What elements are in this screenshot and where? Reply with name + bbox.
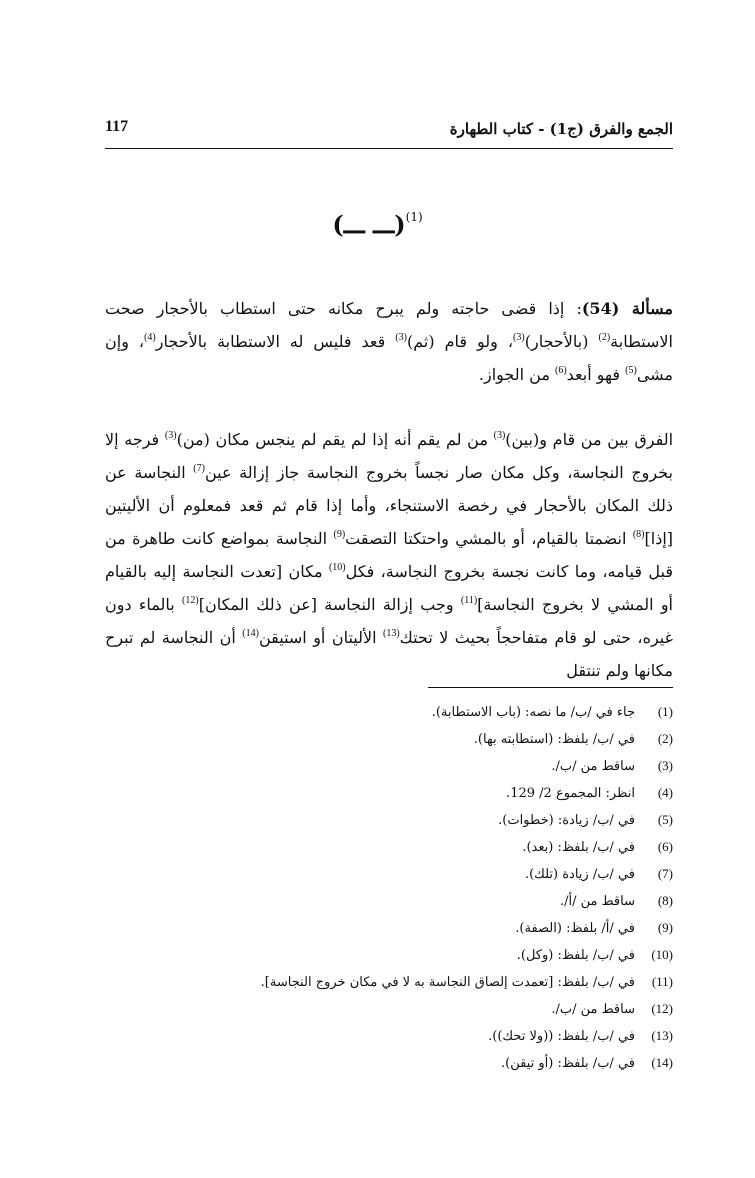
footnote-ref: (12) bbox=[182, 595, 199, 606]
footnote-text: في /ب/ بلفظ: (بعد). bbox=[522, 840, 635, 855]
issue-label: مسألة (54) bbox=[581, 299, 673, 318]
text-run: من لم يقم أنه إذا لم يقم لم ينجس مكان (من) bbox=[176, 430, 494, 449]
text-run: من الجواز. bbox=[478, 365, 555, 384]
footnote-ref: (1) bbox=[405, 210, 423, 224]
text-run: بالأحجار bbox=[155, 332, 208, 351]
footnote-text: في /ب/ بلفظ: (أو تيقن). bbox=[501, 1056, 635, 1071]
footnote-text: في /ب/ زيادة (تلك). bbox=[524, 867, 635, 882]
footnote-item bbox=[105, 833, 673, 860]
text-run: وجب إزالة النجاسة [عن ذلك المكان] bbox=[198, 595, 461, 614]
footnote-number: (13) bbox=[651, 1028, 673, 1043]
footnote-number: (10) bbox=[651, 947, 673, 962]
page-number: 117 bbox=[105, 118, 129, 135]
footnote-ref: (14) bbox=[242, 628, 259, 639]
footnote-ref: (11) bbox=[460, 595, 478, 606]
text-run: الفرق بين من قام و(بين) bbox=[505, 430, 674, 449]
footnote-text: ساقط من /ب/. bbox=[551, 759, 635, 774]
footnote-text: في /ب/ بلفظ: (وكل). bbox=[516, 948, 635, 963]
footnote-text: في /ب/ زيادة: (خطوات). bbox=[498, 813, 635, 828]
footnote-number: (7) bbox=[657, 866, 673, 881]
footnote-number: (11) bbox=[651, 974, 673, 989]
footnote-text: انظر: المجموع 2/ 129. bbox=[506, 786, 635, 801]
footnote-number: (1) bbox=[657, 704, 673, 719]
footnote-item bbox=[105, 968, 673, 995]
footnote-ref: (3) bbox=[513, 332, 525, 343]
footnote-item bbox=[105, 1022, 673, 1049]
text-run: فرجه إلا بخروج النجاسة، وكل مكان صار نجساً بخروج النجاسة جاز إزالة عين bbox=[105, 430, 674, 482]
footnote-ref: (2) bbox=[598, 332, 611, 343]
footnote-text: ساقط من /ب/. bbox=[551, 1002, 635, 1017]
footnote-ref: (13) bbox=[383, 628, 400, 639]
text-run: النجاسة بمواضع كانت طاهرة من قبل قيامه، وما كانت نجسة بخروج النجاسة، فكل bbox=[105, 529, 673, 581]
text-run: بالماء دون غيره، حتى لو قام متفاحجاً بحيث لا تحتك bbox=[105, 595, 674, 647]
footnote-item bbox=[105, 887, 673, 914]
text-run: الاستطابة bbox=[610, 332, 673, 351]
footnote-ref: (3) bbox=[164, 430, 177, 441]
footnote-item bbox=[105, 1049, 673, 1076]
footnote-separator bbox=[428, 687, 673, 688]
footnote-text: في /ب/ بلفظ: ((ولا تحك)). bbox=[488, 1029, 635, 1044]
footnote-item bbox=[105, 752, 673, 779]
text-run: انضمتا بالقيام، أو بالمشي واحتكتا التصقت bbox=[345, 529, 633, 548]
footnote-number: (12) bbox=[651, 1001, 673, 1016]
running-header bbox=[105, 114, 673, 149]
footnote-text: ساقط من /أ/. bbox=[559, 894, 635, 909]
text-run: الأليتان أو استيقن bbox=[258, 628, 383, 647]
footnote-item bbox=[105, 914, 673, 941]
text-run: مكان [تعدت النجاسة إليه بالقيام أو المشي لا بخروج النجاسة] bbox=[105, 562, 674, 614]
text-run: ، وإن مشى bbox=[105, 332, 673, 384]
footnote-ref: (5) bbox=[625, 365, 637, 376]
footnote-number: (3) bbox=[657, 758, 673, 773]
text-run: أن النجاسة لم تبرح مكانها ولم تنتقل bbox=[105, 628, 673, 680]
text-run: (بالأحجار) bbox=[524, 332, 599, 351]
footnote-ref: (4) bbox=[144, 332, 156, 343]
paragraph-distinction bbox=[105, 423, 673, 687]
footnote-item bbox=[105, 941, 673, 968]
footnote-number: (4) bbox=[657, 785, 673, 800]
footnote-number: (9) bbox=[657, 920, 673, 935]
running-title: الجمع والفرق (ج1) - كتاب الطهارة bbox=[449, 120, 673, 138]
footnote-number: (2) bbox=[657, 731, 673, 746]
footnote-text: في /أ/ بلفظ: (الصفة). bbox=[515, 921, 635, 936]
footnote-number: (5) bbox=[657, 812, 673, 827]
footnote-item bbox=[105, 779, 673, 806]
footnote-ref: (7) bbox=[193, 463, 205, 474]
footnote-ref: (3) bbox=[395, 332, 407, 343]
text-run: : إذا قضى حاجته ولم يبرح مكانه حتى استطاب بالأحجار صحت bbox=[105, 299, 582, 318]
section-title-text: (ـــ ـــ) bbox=[332, 210, 406, 239]
text-run: قعد فليس له الاستطابة bbox=[217, 332, 396, 351]
footnote-text: في /ب/ بلفظ: [تعمدت إلصاق النجاسة به لا في مكان خروج النجاسة]. bbox=[260, 975, 635, 990]
footnote-ref: (9) bbox=[333, 529, 346, 540]
footnote-item bbox=[105, 698, 673, 725]
footnote-text: في /ب/ بلفظ: (استطابته بها). bbox=[473, 732, 635, 747]
footnote-item bbox=[105, 806, 673, 833]
text-run: ، ولو قام (ثم) bbox=[406, 332, 514, 351]
text-run: النجاسة عن ذلك المكان بالأحجار في رخصة الاستنجاء، وأما إذا قام ثم قعد فمعلوم أن الأليتين [إذا] bbox=[105, 463, 673, 548]
footnote-item bbox=[105, 725, 673, 752]
footnotes-list bbox=[105, 698, 673, 1076]
section-title bbox=[0, 210, 755, 239]
paragraph-issue bbox=[105, 292, 673, 391]
text-run: فهو أبعد bbox=[566, 365, 626, 384]
footnote-item bbox=[105, 995, 673, 1022]
footnote-ref: (10) bbox=[328, 562, 346, 573]
footnote-number: (8) bbox=[657, 893, 673, 908]
footnote-ref: (3) bbox=[493, 430, 506, 441]
footnote-ref: (6) bbox=[554, 365, 567, 376]
footnote-text: جاء في /ب/ ما نصه: (باب الاستطابة). bbox=[431, 705, 635, 720]
footnote-ref: (8) bbox=[632, 529, 645, 540]
footnote-number: (6) bbox=[657, 839, 673, 854]
footnote-number: (14) bbox=[651, 1055, 673, 1070]
footnote-item bbox=[105, 860, 673, 887]
